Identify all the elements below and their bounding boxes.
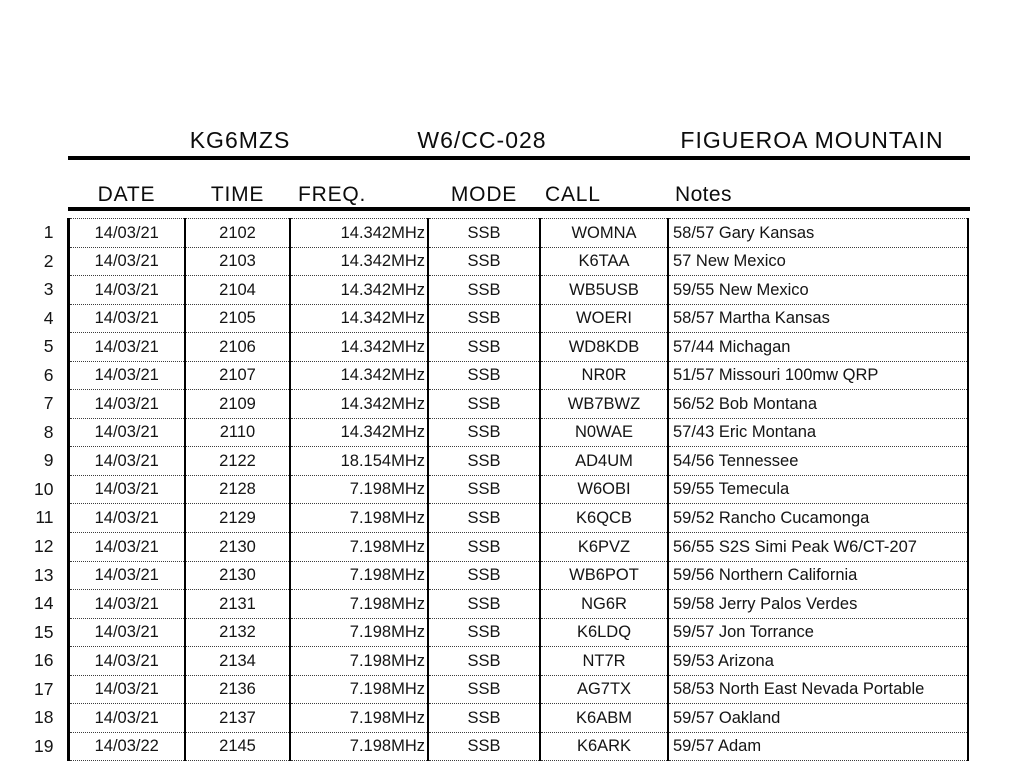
cell-notes: 59/57 Jon Torrance [668,618,968,647]
cell-freq: 14.342MHz [290,361,428,390]
summit-name: FIGUEROA MOUNTAIN [680,127,944,153]
cell-mode: SSB [428,647,540,676]
cell-call: WB6POT [540,561,668,590]
table-row [25,590,968,619]
cell-time: 2102 [185,219,290,248]
table-row [25,561,968,590]
table-row [25,475,968,504]
cell-time: 2106 [185,333,290,362]
qso-log-body [25,219,968,761]
cell-freq: 7.198MHz [290,504,428,533]
cell-freq: 14.342MHz [290,219,428,248]
cell-freq: 7.198MHz [290,475,428,504]
cell-time: 2130 [185,533,290,562]
cell-notes: 59/57 Oakland [668,704,968,733]
row-number: 2 [43,250,54,271]
cell-mode: SSB [428,675,540,704]
cell-date: 14/03/21 [68,675,185,704]
row-number: 6 [43,364,54,385]
cell-freq: 7.198MHz [290,590,428,619]
cell-time: 2122 [185,447,290,476]
cell-notes: 57/44 Michagan [668,333,968,362]
column-header-notes: Notes [675,183,732,206]
cell-call: WD8KDB [540,333,668,362]
table-row [25,247,968,276]
cell-freq: 14.342MHz [290,247,428,276]
cell-notes: 54/56 Tennessee [668,447,968,476]
cell-time: 2145 [185,732,290,761]
table-row [25,618,968,647]
cell-call: WOMNA [540,219,668,248]
cell-mode: SSB [428,504,540,533]
cell-notes: 59/56 Northern California [668,561,968,590]
row-number: 9 [43,450,54,471]
row-number: 18 [34,707,54,728]
row-number: 14 [34,593,54,614]
cell-call: K6ARK [540,732,668,761]
row-number: 4 [43,307,54,328]
cell-date: 14/03/21 [68,333,185,362]
cell-mode: SSB [428,219,540,248]
cell-date: 14/03/21 [68,618,185,647]
cell-freq: 7.198MHz [290,647,428,676]
table-row [25,390,968,419]
cell-call: WB5USB [540,276,668,305]
qso-log-table [25,218,969,761]
cell-date: 14/03/21 [68,704,185,733]
cell-freq: 14.342MHz [290,390,428,419]
cell-call: K6ABM [540,704,668,733]
cell-date: 14/03/22 [68,732,185,761]
cell-time: 2129 [185,504,290,533]
column-header-row [68,183,968,207]
cell-call: AD4UM [540,447,668,476]
cell-date: 14/03/21 [68,533,185,562]
cell-freq: 7.198MHz [290,704,428,733]
cell-notes: 57 New Mexico [668,247,968,276]
cell-mode: SSB [428,418,540,447]
cell-time: 2130 [185,561,290,590]
cell-time: 2110 [185,418,290,447]
cell-freq: 7.198MHz [290,561,428,590]
operator-callsign: KG6MZS [189,127,291,153]
table-row [25,418,968,447]
row-number: 16 [34,650,54,671]
cell-call: W6OBI [540,475,668,504]
table-row [25,704,968,733]
cell-time: 2104 [185,276,290,305]
cell-notes: 59/55 Temecula [668,475,968,504]
cell-date: 14/03/21 [68,475,185,504]
row-number: 15 [34,621,54,642]
cell-date: 14/03/21 [68,304,185,333]
cell-call: NR0R [540,361,668,390]
cell-date: 14/03/21 [68,504,185,533]
cell-time: 2109 [185,390,290,419]
cell-date: 14/03/21 [68,647,185,676]
cell-time: 2131 [185,590,290,619]
table-row [25,304,968,333]
cell-notes: 59/58 Jerry Palos Verdes [668,590,968,619]
cell-freq: 7.198MHz [290,675,428,704]
column-header-mode: MODE [450,183,518,206]
cell-mode: SSB [428,590,540,619]
cell-freq: 14.342MHz [290,333,428,362]
cell-notes: 56/52 Bob Montana [668,390,968,419]
table-row [25,333,968,362]
cell-mode: SSB [428,390,540,419]
cell-notes: 59/57 Adam [668,732,968,761]
row-number: 12 [34,536,54,557]
cell-mode: SSB [428,732,540,761]
cell-call: NT7R [540,647,668,676]
cell-time: 2137 [185,704,290,733]
column-header-call: CALL [545,183,601,206]
cell-time: 2107 [185,361,290,390]
cell-notes: 59/53 Arizona [668,647,968,676]
cell-mode: SSB [428,618,540,647]
row-number: 5 [43,336,54,357]
cell-call: K6TAA [540,247,668,276]
cell-freq: 7.198MHz [290,732,428,761]
row-number: 8 [43,421,54,442]
table-row [25,732,968,761]
cell-mode: SSB [428,561,540,590]
table-row [25,361,968,390]
cell-call: WOERI [540,304,668,333]
cell-date: 14/03/21 [68,590,185,619]
cell-date: 14/03/21 [68,361,185,390]
cell-call: K6QCB [540,504,668,533]
cell-call: K6LDQ [540,618,668,647]
cell-call: N0WAE [540,418,668,447]
cell-notes: 51/57 Missouri 100mw QRP [668,361,968,390]
cell-freq: 14.342MHz [290,418,428,447]
cell-mode: SSB [428,247,540,276]
cell-mode: SSB [428,304,540,333]
cell-notes: 58/57 Martha Kansas [668,304,968,333]
cell-mode: SSB [428,475,540,504]
column-header-freq: FREQ. [298,183,367,206]
row-number: 17 [34,678,54,699]
summit-reference: W6/CC-028 [417,127,547,153]
cell-date: 14/03/21 [68,219,185,248]
cell-notes: 56/55 S2S Simi Peak W6/CT-207 [668,533,968,562]
table-row [25,219,968,248]
header-divider-rule [68,207,970,211]
table-row [25,504,968,533]
cell-time: 2128 [185,475,290,504]
cell-call: WB7BWZ [540,390,668,419]
row-number: 13 [34,564,54,585]
cell-mode: SSB [428,333,540,362]
table-row [25,533,968,562]
column-header-time: TIME [210,183,265,206]
cell-time: 2132 [185,618,290,647]
cell-notes: 59/55 New Mexico [668,276,968,305]
row-number: 19 [34,735,54,756]
cell-call: AG7TX [540,675,668,704]
cell-mode: SSB [428,276,540,305]
cell-call: K6PVZ [540,533,668,562]
cell-notes: 58/57 Gary Kansas [668,219,968,248]
cell-mode: SSB [428,533,540,562]
cell-time: 2134 [185,647,290,676]
cell-mode: SSB [428,447,540,476]
row-number: 11 [35,507,54,528]
cell-notes: 57/43 Eric Montana [668,418,968,447]
title-divider-rule [68,156,970,160]
cell-notes: 58/53 North East Nevada Portable [668,675,968,704]
cell-freq: 14.342MHz [290,276,428,305]
row-number: 1 [43,222,54,243]
table-row [25,647,968,676]
cell-date: 14/03/21 [68,447,185,476]
table-row [25,447,968,476]
cell-freq: 7.198MHz [290,533,428,562]
cell-time: 2103 [185,247,290,276]
table-row [25,675,968,704]
row-number: 3 [43,279,54,300]
column-header-date: DATE [97,183,156,206]
table-row [25,276,968,305]
cell-mode: SSB [428,704,540,733]
cell-freq: 18.154MHz [290,447,428,476]
row-number: 10 [34,478,54,499]
cell-time: 2136 [185,675,290,704]
cell-time: 2105 [185,304,290,333]
cell-freq: 14.342MHz [290,304,428,333]
cell-date: 14/03/21 [68,247,185,276]
cell-call: NG6R [540,590,668,619]
row-number: 7 [43,393,54,414]
cell-date: 14/03/21 [68,390,185,419]
cell-freq: 7.198MHz [290,618,428,647]
cell-notes: 59/52 Rancho Cucamonga [668,504,968,533]
cell-mode: SSB [428,361,540,390]
cell-date: 14/03/21 [68,561,185,590]
cell-date: 14/03/21 [68,276,185,305]
cell-date: 14/03/21 [68,418,185,447]
